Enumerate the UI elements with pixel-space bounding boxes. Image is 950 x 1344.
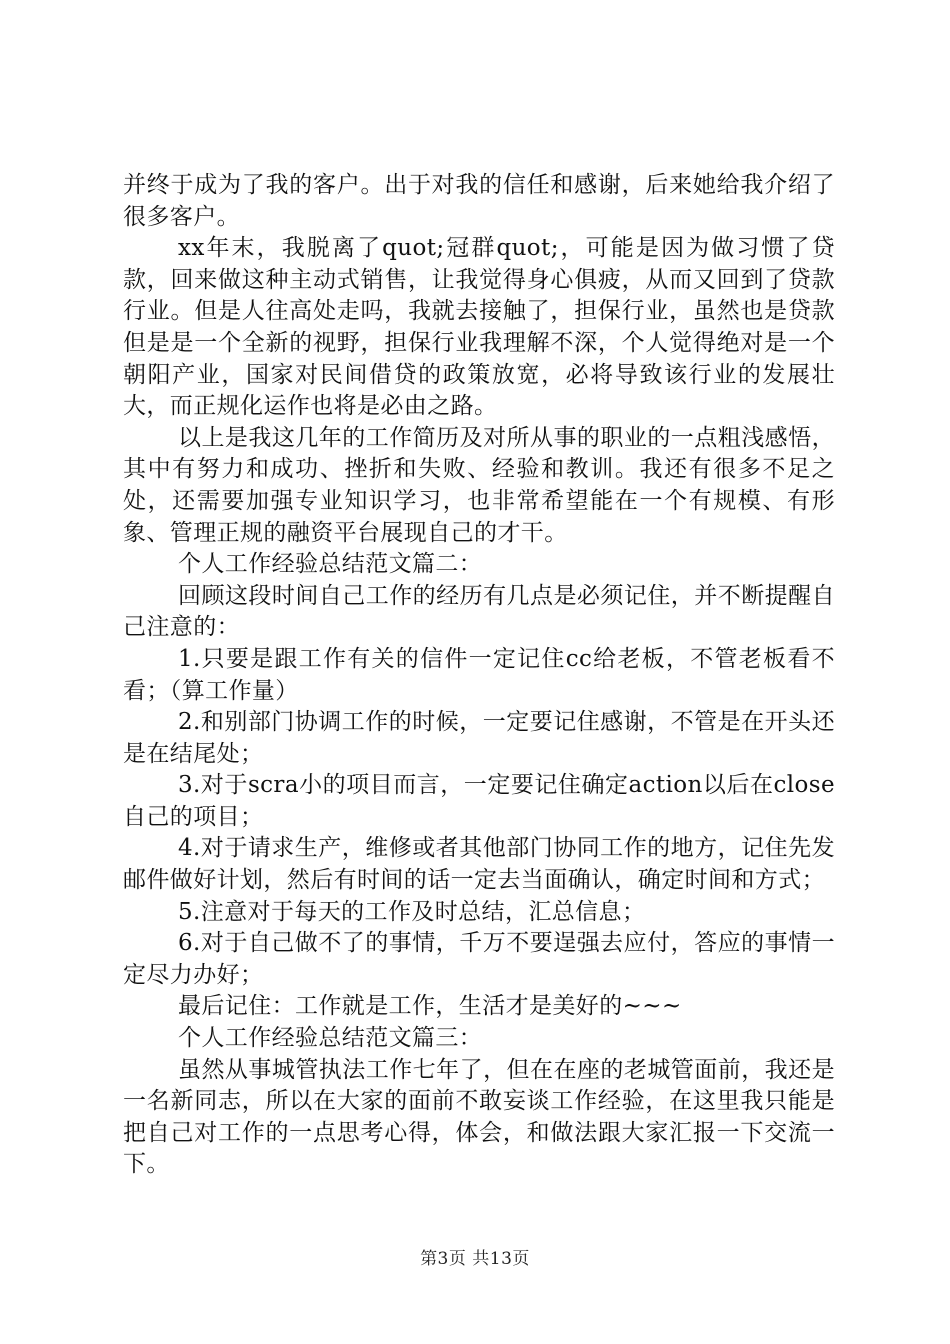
paragraph: 个人工作经验总结范文篇三：: [178, 1025, 483, 1052]
paragraph: 4.对于请求生产，维修或者其他部门协同工作的地方，记住先发邮件做好计划，然后有时间的话一定去当面确认，确定时间和方式；: [123, 835, 835, 894]
paragraph: 回顾这段时间自己工作的经历有几点是必须记住，并不断提醒自己注意的：: [123, 582, 835, 641]
paragraph: 2.和别部门协调工作的时候，一定要记住感谢，不管是在开头还是在结尾处；: [123, 709, 835, 767]
paragraph: 虽然从事城管执法工作七年了，但在在座的老城管面前，我还是一名新同志，所以在大家的面前不敢妄谈工作经验，在这里我只能是把自己对工作的一点思考心得，体会，和做法跟大家汇报一下交流一下。: [123, 1056, 835, 1178]
paragraph: 1.只要是跟工作有关的信件一定记住cc给老板，不管老板看不看；（算工作量）: [123, 645, 835, 704]
paragraph: 5.注意对于每天的工作及时总结，汇总信息；: [178, 898, 646, 925]
paragraph: 6.对于自己做不了的事情，千万不要逞强去应付，答应的事情一定尽力办好；: [123, 930, 835, 988]
paragraph: 以上是我这几年的工作简历及对所从事的职业的一点粗浅感悟，其中有努力和成功、挫折和失败、经验和教训。我还有很多不足之处，还需要加强专业知识学习，也非常希望能在一个有规模、有形象、管理正规的融资平台展现自己的才干。: [123, 424, 835, 546]
paragraph: 并终于成为了我的客户。出于对我的信任和感谢，后来她给我介绍了很多客户。: [123, 172, 835, 230]
paragraph: 3.对于scra小的项目而言，一定要记住确定action以后在close自己的项目；: [123, 772, 835, 830]
paragraph: xx年末，我脱离了quot;冠群quot;，可能是因为做习惯了贷款，回来做这种主动式销售，让我觉得身心俱疲，从而又回到了贷款行业。但是人往高处走吗，我就去接触了，担保行业，虽然也是贷款但是是一个全新的视野，担保行业我理解不深，个人觉得绝对是一个朝阳产业，国家对民间借贷的政策放宽，必将导致该行业的发展壮大，而正规化运作也将是必由之路。: [123, 235, 835, 420]
page-number-footer: 第3页 共13页: [420, 1249, 530, 1269]
paragraph: 个人工作经验总结范文篇二：: [178, 551, 483, 578]
paragraph: 最后记住：工作就是工作，生活才是美好的~~~: [178, 993, 682, 1020]
document-body: [123, 170, 835, 1181]
